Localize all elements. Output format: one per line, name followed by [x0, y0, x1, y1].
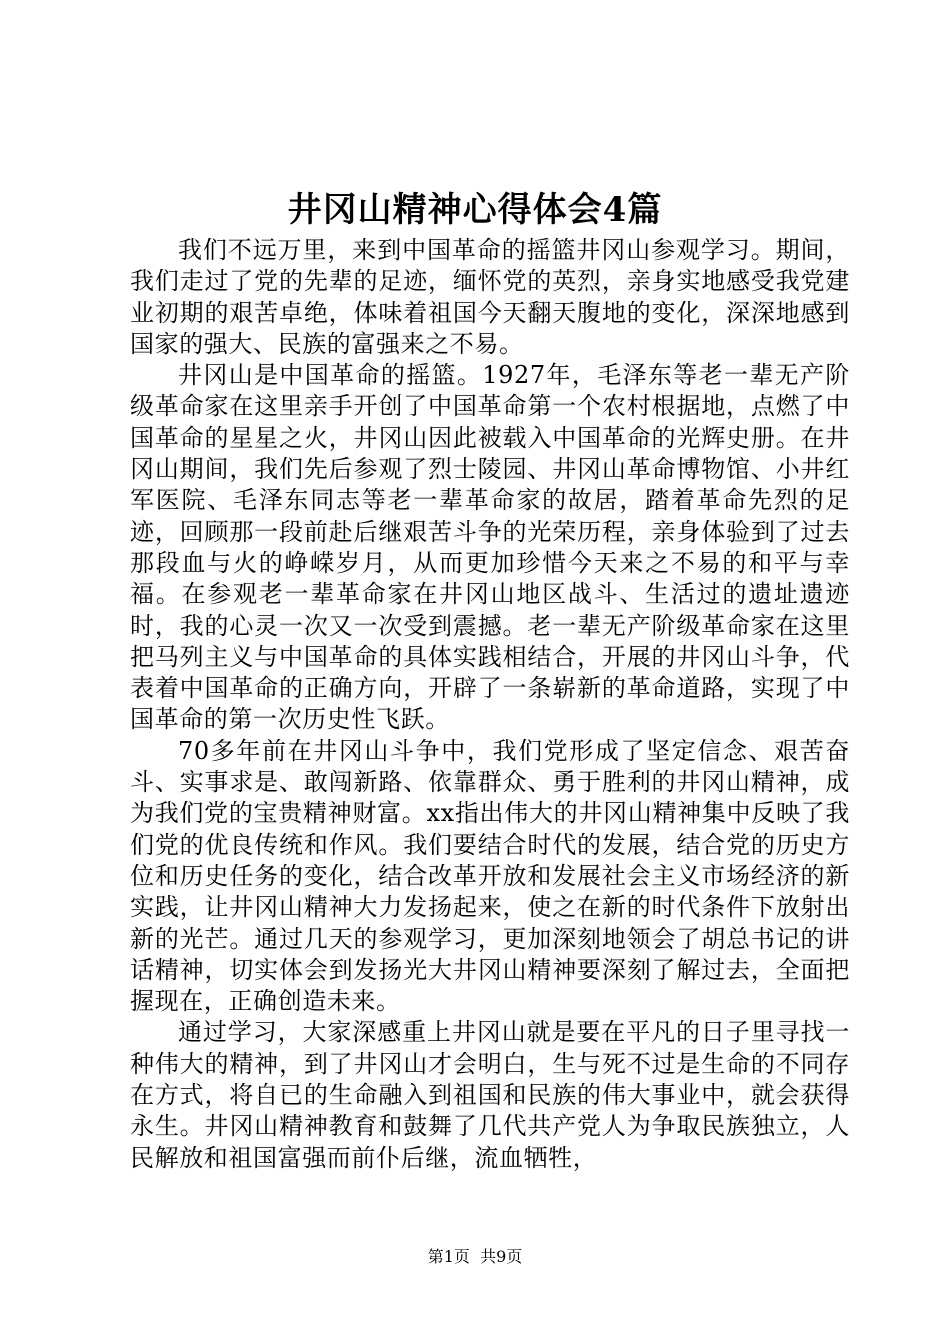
- paragraph: 井冈山是中国革命的摇篮。1927年，毛泽东等老一辈无产阶级革命家在这里亲手开创了中国革命第一个农村根据地，点燃了中国革命的星星之火，井冈山因此被载入中国革命的光辉史册。在井冈山期间，我们先后参观了烈士陵园、井冈山革命博物馆、小井红军医院、毛泽东同志等老一辈革命家的故居，踏着革命先烈的足迹，回顾那一段前赴后继艰苦斗争的光荣历程，亲身体验到了过去那段血与火的峥嵘岁月，从而更加珍惜今天来之不易的和平与幸福。在参观老一辈革命家在井冈山地区战斗、生活过的遗址遗迹时，我的心灵一次又一次受到震撼。老一辈无产阶级革命家在这里把马列主义与中国革命的具体实践相结合，开展的井冈山斗争，代表着中国革命的正确方向，开辟了一条崭新的革命道路，实现了中国革命的第一次历史性飞跃。: [130, 361, 850, 734]
- paragraph: 通过学习，大家深感重上井冈山就是要在平凡的日子里寻找一种伟大的精神，到了井冈山才会明白，生与死不过是生命的不同存在方式，将自已的生命融入到祖国和民族的伟大事业中，就会获得永生。井冈山精神教育和鼓舞了几代共产党人为争取民族独立，人民解放和祖国富强而前仆后继，流血牺牲，: [130, 1018, 850, 1172]
- document-title: 井冈山精神心得体会4篇: [287, 190, 663, 230]
- paragraph: 70多年前在井冈山斗争中，我们党形成了坚定信念、艰苦奋斗、实事求是、敢闯新路、依靠群众、勇于胜利的井冈山精神，成为我们党的宝贵精神财富。xx指出伟大的井冈山精神集中反映了我们党的优良传统和作风。我们要结合时代的发展，结合党的历史方位和历史任务的变化，结合改革开放和发展社会主义市场经济的新实践，让井冈山精神大力发扬起来，使之在新的时代条件下放射出新的光芒。通过几天的参观学习，更加深刻地领会了胡总书记的讲话精神，切实体会到发扬光大井冈山精神要深刻了解过去，全面把握现在，正确创造未来。: [130, 736, 850, 1016]
- paragraph: 我们不远万里，来到中国革命的摇篮井冈山参观学习。期间，我们走过了党的先辈的足迹，缅怀党的英烈，亲身实地感受我党建业初期的艰苦卓绝，体味着祖国今天翻天腹地的变化，深深地感到国家的强大、民族的富强来之不易。: [130, 236, 850, 358]
- document-body: [130, 235, 850, 1174]
- page-number: 第1页: [427, 1247, 470, 1266]
- page-total: 共9页: [480, 1247, 523, 1266]
- page-footer: [0, 1246, 950, 1268]
